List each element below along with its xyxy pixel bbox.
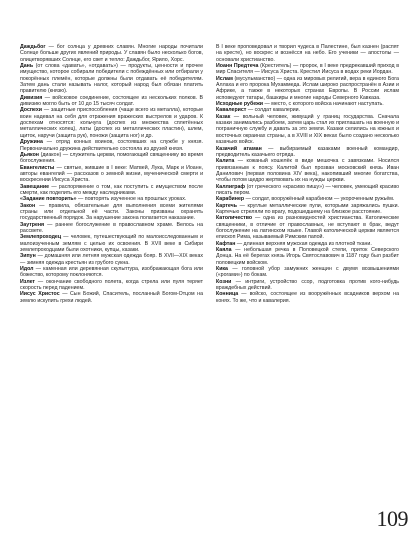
glossary-term: Калита	[216, 158, 235, 165]
glossary-definition: — правила, обязательные для выполнения всеми жителями страны или отдельной её части. Законы призваны охранять государственный порядок. За нарушение закона полагается наказание.	[20, 202, 203, 222]
glossary-term: Кавалерист	[216, 107, 247, 114]
glossary-term: Картечь	[216, 202, 237, 209]
glossary-definition: — кожаный кошелёк в виде мешочка с завязками. Носился привязанным к поясу. Калитой был прозван московский князь Иван Данилович (первая половина XIV века), накопивший многие богатства, чтобы потом щедро жертвовать их на нужды церкви.	[216, 158, 399, 184]
glossary-entry	[216, 76, 399, 101]
glossary-term: Землепроходец	[20, 234, 62, 241]
glossary-term: Казачий атаман	[216, 145, 262, 152]
glossary-entry	[20, 152, 203, 165]
glossary-term: Исходные рубежи	[216, 101, 264, 108]
glossary-term: Дьякон	[20, 151, 39, 158]
glossary-entry	[216, 203, 399, 216]
glossary-definition: — выбираемый казаками военный командир, предводитель казачьего отряда.	[216, 145, 399, 158]
glossary-definition: — повторять изученное на прошлых уроках.	[78, 196, 187, 203]
glossary-definition: — бог солнца у древних славян. Многие народы почитали Солнце больше других явлений природы. У славян было несколько богов, олицетворявших Солнце, его свет и тепло: Даждьбог, Ярило, Хорс.	[20, 44, 203, 63]
glossary-definition: — войсковое соединение, состоящее из нескольких полков. В дивизию могло быть от 10 до 15 тысяч солдат.	[20, 94, 203, 108]
glossary-definition: В I веке проповедовал и творил чудеса в Палестине, был казнен (распят на кресте), но воскрес и вознёсся на небо. Его ученики — апостолы — основали христианство.	[216, 44, 399, 63]
glossary-entry	[20, 139, 203, 152]
glossary-term: Козни	[216, 278, 232, 285]
glossary-term: Даждьбог	[20, 44, 46, 50]
glossary-entry	[20, 279, 203, 292]
glossary-columns	[20, 44, 400, 304]
glossary-entry	[216, 63, 399, 76]
glossary-definition: — длинная верхняя мужская одежда из плотной ткани.	[236, 240, 372, 247]
glossary-entry	[20, 63, 203, 95]
glossary-definition: — святые, жившие в I веке: Матвей, Лука, Марк и Иоанн, авторы евангелий — рассказов о земной жизни, мученической смерти и воскресении Иисуса Христа.	[20, 164, 203, 184]
glossary-definition: — круглые металлические пули, которыми заряжались пушки. Картечью стреляли по врагу, подошедшему на близкое расстояние.	[216, 202, 399, 215]
glossary-entry	[216, 215, 399, 240]
glossary-definition: — отряд конных воинов, состоявших на службе у князя. Первоначально дружина действительно состояла из друзей князя.	[20, 139, 203, 152]
glossary-term: Казак	[216, 113, 231, 120]
glossary-term: Заутреня	[20, 221, 45, 228]
glossary-term: Идол	[20, 266, 34, 273]
glossary-entry	[20, 44, 203, 63]
glossary-definition: — солдат кавалерии.	[247, 107, 301, 114]
glossary-term: Дань	[20, 63, 34, 70]
page-number: 109	[376, 506, 408, 531]
glossary-entry	[20, 95, 203, 108]
glossary-term: Евангелисты	[20, 164, 55, 171]
glossary-entry	[20, 291, 203, 304]
glossary-entry	[20, 184, 203, 197]
glossary-definition: — небольшая речка в Половецкой степи, приток Северского Донца. На её берегах князь Игорь Святославович в 1187 году был разбит половецким войском.	[216, 247, 399, 266]
glossary-entry	[20, 107, 203, 139]
left-column	[20, 44, 203, 304]
glossary-definition: (Креститель) — пророк, в I веке предрекавший приход в мир Спасителя — Иисуса Христа. Крестил Иисуса в водах реки Иордан.	[216, 63, 399, 76]
glossary-definition: — каменная или деревянная скульптура, изображающая бога или божество, которому поклоняются.	[20, 266, 203, 279]
glossary-term: Зипун	[20, 253, 36, 260]
glossary-definition: — головной убор замужних женщин с двумя возвышениями («рогами») по бокам.	[216, 266, 399, 279]
glossary-definition: (от греческого «красиво пишу») — человек, умеющий красиво писать пером.	[216, 183, 399, 196]
glossary-definition: — распоряжение о том, как поступить с имуществом после смерти, как поделить его между наследниками.	[20, 183, 203, 196]
right-column	[216, 44, 399, 304]
glossary-definition: — раннее богослужение в православном храме. Велось на рассвете.	[20, 221, 203, 234]
glossary-term: Кафтан	[216, 240, 236, 247]
glossary-definition: — вольный человек, живущий у границ государства. Сначала казаки занимались разбоем, затем царь стал их приглашать на военную и пограничную службу и давать за это земли. Казаки селились на южных и восточных окраинах страны, а в XVIII и XIX веках было создано несколько казачьих войск.	[216, 113, 399, 146]
glossary-definition: — окончание свободного полета, когда стрела или пуля теряет скорость перед падением.	[20, 278, 203, 292]
glossary-term: Кика	[216, 266, 228, 273]
glossary-term: Католичество	[216, 215, 253, 222]
glossary-entry	[216, 247, 399, 266]
glossary-term: Иоанн Предтеча	[216, 63, 259, 70]
glossary-entry	[20, 222, 203, 235]
glossary-definition: — человек, путешествующий по малоисследованным и малоизученным землям с целью их освоения. В XVII веке в Сибири землепроходцами были охотники, купцы, казаки.	[20, 234, 203, 253]
glossary-term: Иисус Христос	[20, 291, 60, 298]
glossary-entry	[216, 266, 399, 279]
glossary-term: Карабинер	[216, 196, 245, 203]
glossary-term: Завещание	[20, 183, 50, 190]
glossary-definition: — домашняя или летняя мужская одежда бояр. В XVII—XIX веках — зимняя одежда крестьян из грубого сукна.	[20, 253, 203, 266]
glossary-definition: — одна из разновидностей христианства. Католические священники, в отличие от православных, не вступают в брак, ведут богослужение на латинском языке. Главой католической церкви является епископ Рима, называемый Римским папой.	[216, 215, 399, 241]
glossary-term: Ислам	[216, 75, 233, 82]
glossary-definition: (от слова «давать», «отдавать») — продукты, ценности и прочее имущество, которое собирали победители с побеждённых или отбирали у покорённых племён, которые должны были отдавать её победителям. Затем дань стали называть налог, который народ был обязан платить правителю (князю).	[20, 63, 203, 95]
glossary-term: Дивизия	[20, 94, 43, 101]
glossary-entry	[20, 253, 203, 266]
glossary-term: Конница	[216, 291, 239, 298]
glossary-entry	[216, 184, 399, 197]
glossary-term: Каяла	[216, 247, 232, 253]
glossary-definition: — войско, состоящее из вооружённых всадников верхом на конях. То же, что и кавалерия.	[216, 291, 399, 304]
glossary-term: Каллиграф	[216, 183, 245, 190]
glossary-definition: (мусульманство) — одна из мировых религий, вера в единого Бога Аллаха и его пророка Мухаммеда. Ислам широко распространён в Азии и Африке, а также в некоторых странах Европы. В России ислам исповедуют татары, башкиры и многие народы Северного Кавказа.	[216, 75, 399, 101]
glossary-entry	[20, 165, 203, 184]
glossary-definition: — место, с которого войска начинают наступать.	[264, 101, 384, 108]
glossary-definition: — защитные приспособления (чаще всего из металла), которые воин надевал на себя для отражения вражеских выстрелов и ударов. К доспехам относятся: кольчуга (доспех из множества сплетённых металлических колец), латы (доспех из металлических пластин), шлем, щиток, наручи (защита рук), поножи (защита ног) и др.	[20, 107, 203, 139]
glossary-term: Закон	[20, 202, 36, 209]
glossary-entry	[20, 234, 203, 253]
glossary-definition: (диакон) — служитель церкви, помогающий священнику во время богослужения.	[20, 151, 203, 165]
glossary-term: Дружина	[20, 139, 43, 146]
glossary-entry	[216, 158, 399, 183]
glossary-entry	[20, 266, 203, 279]
glossary-definition: — интриги, устройство ссор, подготовка против кого-нибудь враждебных действий.	[216, 278, 399, 292]
glossary-term: Доспехи	[20, 107, 43, 114]
glossary-entry	[216, 146, 399, 159]
glossary-entry	[216, 44, 399, 63]
glossary-entry	[20, 203, 203, 222]
glossary-entry	[216, 291, 399, 304]
glossary-definition: — Сын Божий, Спаситель, посланный Богом-Отцом на землю искупить грехи людей.	[20, 291, 203, 304]
glossary-term: «Задание повторить»	[20, 196, 77, 203]
glossary-entry	[216, 114, 399, 146]
glossary-term: Излет	[20, 278, 36, 285]
glossary-entry	[216, 279, 399, 292]
glossary-definition: — солдат, вооружённый карабином — укороченным ружьём.	[245, 196, 395, 203]
